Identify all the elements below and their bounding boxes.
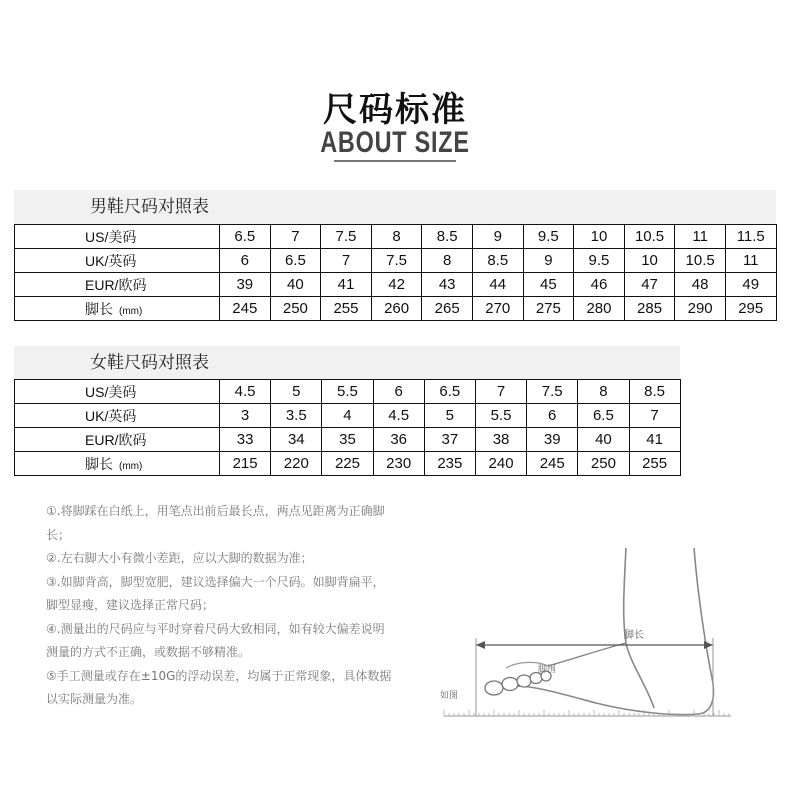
note-item: ③.如脚背高，脚型宽肥，建议选择偏大一个尺码。如脚背扁平，脚型显瘦，建议选择正常尺码； — [46, 574, 385, 612]
size-cell: 37 — [424, 428, 475, 452]
size-cell: 8.5 — [629, 380, 680, 404]
size-cell: 36 — [373, 428, 424, 452]
size-cell: 4.5 — [220, 380, 271, 404]
size-cell: 3.5 — [271, 404, 322, 428]
size-cell: 4 — [322, 404, 373, 428]
row-label-text: UK/英码 — [85, 252, 137, 269]
women-size-table — [14, 379, 681, 476]
size-cell: 38 — [475, 428, 526, 452]
size-cell: 5.5 — [475, 404, 526, 428]
men-size-table — [14, 224, 777, 321]
foot-outline — [548, 643, 626, 666]
page-title-en: ABOUT SIZE — [320, 126, 470, 159]
row-label — [15, 225, 220, 249]
foot-outline — [516, 548, 713, 715]
toe — [502, 678, 518, 691]
size-cell: 270 — [472, 297, 523, 321]
table-row — [15, 249, 777, 273]
size-cell: 9.5 — [523, 225, 574, 249]
row-label — [15, 297, 220, 321]
row-label — [15, 249, 220, 273]
size-cell: 275 — [523, 297, 574, 321]
size-cell: 265 — [422, 297, 473, 321]
row-label — [15, 273, 220, 297]
size-cell: 225 — [322, 452, 373, 476]
size-cell: 45 — [523, 273, 574, 297]
note-item: ④.测量出的尺码应与平时穿着尺码大致相同，如有较大偏差说明测量的方式不正确，或数据不够精准。 — [46, 621, 385, 659]
size-cell: 245 — [527, 452, 578, 476]
row-label — [15, 380, 220, 404]
size-cell: 10.5 — [624, 225, 675, 249]
row-unit: (mm) — [119, 305, 143, 317]
size-cell: 6.5 — [424, 380, 475, 404]
size-cell: 250 — [578, 452, 629, 476]
size-cell: 230 — [373, 452, 424, 476]
note-item: ①.将脚踩在白纸上，用笔点出前后最长点，两点见距离为正确脚长； — [46, 504, 385, 542]
size-cell: 39 — [527, 428, 578, 452]
size-cell: 235 — [424, 452, 475, 476]
size-cell: 290 — [675, 297, 726, 321]
size-cell: 5 — [424, 404, 475, 428]
size-cell: 9 — [472, 225, 523, 249]
size-cell: 35 — [322, 428, 373, 452]
size-cell: 9 — [523, 249, 574, 273]
note-item: ⑤手工测量或存在±10G的浮动误差，均属于正常现象，具体数据以实际测量为准。 — [46, 668, 392, 706]
size-cell: 6.5 — [270, 249, 321, 273]
foot-length-label: 脚长 — [624, 630, 644, 641]
arrow-head-right — [704, 641, 713, 649]
foot-measure-diagram — [436, 548, 736, 723]
size-cell: 6 — [373, 380, 424, 404]
toe — [485, 681, 503, 695]
size-cell: 11.5 — [725, 225, 776, 249]
note-item: ②.左右脚大小有微小差距，应以大脚的数据为准； — [46, 551, 313, 565]
size-cell: 39 — [220, 273, 271, 297]
size-cell: 5.5 — [322, 380, 373, 404]
size-cell: 8 — [422, 249, 473, 273]
size-cell: 260 — [371, 297, 422, 321]
size-cell: 5 — [271, 380, 322, 404]
size-cell: 8.5 — [422, 225, 473, 249]
size-cell: 7 — [270, 225, 321, 249]
size-cell: 9.5 — [574, 249, 625, 273]
measurement-notes — [46, 500, 396, 712]
page-title-cn: 尺码标准 — [323, 90, 467, 130]
foot-outline — [624, 548, 654, 708]
size-cell: 44 — [472, 273, 523, 297]
instep-label: 脚围 — [538, 665, 557, 675]
women-table-title: 女鞋尺码对照表 — [14, 346, 680, 380]
size-cell: 40 — [270, 273, 321, 297]
size-cell: 40 — [578, 428, 629, 452]
row-label-text: UK/英码 — [85, 407, 137, 424]
size-cell: 215 — [220, 452, 271, 476]
size-cell: 285 — [624, 297, 675, 321]
title-underline — [334, 160, 456, 162]
size-cell: 11 — [725, 249, 776, 273]
size-cell: 34 — [271, 428, 322, 452]
table-row — [15, 380, 681, 404]
size-cell: 10 — [624, 249, 675, 273]
size-cell: 245 — [220, 297, 271, 321]
row-label-text: US/美码 — [85, 383, 137, 400]
row-label-text: US/美码 — [85, 228, 137, 245]
size-cell: 8.5 — [472, 249, 523, 273]
size-cell: 33 — [220, 428, 271, 452]
size-cell: 7.5 — [371, 249, 422, 273]
size-cell: 250 — [270, 297, 321, 321]
table-row — [15, 404, 681, 428]
table-row — [15, 225, 777, 249]
size-cell: 8 — [371, 225, 422, 249]
row-unit: (mm) — [119, 460, 143, 472]
row-label — [15, 452, 220, 476]
row-label-text: 脚长 — [85, 455, 113, 472]
row-label-text: EUR/欧码 — [85, 431, 147, 448]
size-cell: 7.5 — [527, 380, 578, 404]
row-label — [15, 404, 220, 428]
size-cell: 4.5 — [373, 404, 424, 428]
size-cell: 255 — [629, 452, 680, 476]
size-cell: 7 — [321, 249, 372, 273]
row-label — [15, 428, 220, 452]
size-cell: 43 — [422, 273, 473, 297]
size-cell: 48 — [675, 273, 726, 297]
size-cell: 7.5 — [321, 225, 372, 249]
toe-label: 如图 — [440, 691, 459, 701]
size-cell: 280 — [574, 297, 625, 321]
size-cell: 49 — [725, 273, 776, 297]
size-cell: 220 — [271, 452, 322, 476]
table-row — [15, 273, 777, 297]
size-cell: 42 — [371, 273, 422, 297]
arrow-head-left — [476, 641, 485, 649]
toe — [517, 675, 531, 687]
size-cell: 6 — [527, 404, 578, 428]
size-cell: 6 — [220, 249, 271, 273]
size-cell: 7 — [629, 404, 680, 428]
size-cell: 295 — [725, 297, 776, 321]
size-cell: 47 — [624, 273, 675, 297]
size-cell: 7 — [475, 380, 526, 404]
row-label-text: 脚长 — [85, 300, 113, 317]
size-cell: 6.5 — [220, 225, 271, 249]
table-row — [15, 452, 681, 476]
size-cell: 10 — [574, 225, 625, 249]
size-cell: 10.5 — [675, 249, 726, 273]
size-cell: 255 — [321, 297, 372, 321]
men-table-title: 男鞋尺码对照表 — [14, 190, 776, 224]
size-cell: 41 — [321, 273, 372, 297]
table-row — [15, 297, 777, 321]
size-cell: 11 — [675, 225, 726, 249]
size-cell: 240 — [475, 452, 526, 476]
size-cell: 6.5 — [578, 404, 629, 428]
size-cell: 41 — [629, 428, 680, 452]
size-cell: 8 — [578, 380, 629, 404]
size-cell: 46 — [574, 273, 625, 297]
size-cell: 3 — [220, 404, 271, 428]
row-label-text: EUR/欧码 — [85, 276, 147, 293]
table-row — [15, 428, 681, 452]
